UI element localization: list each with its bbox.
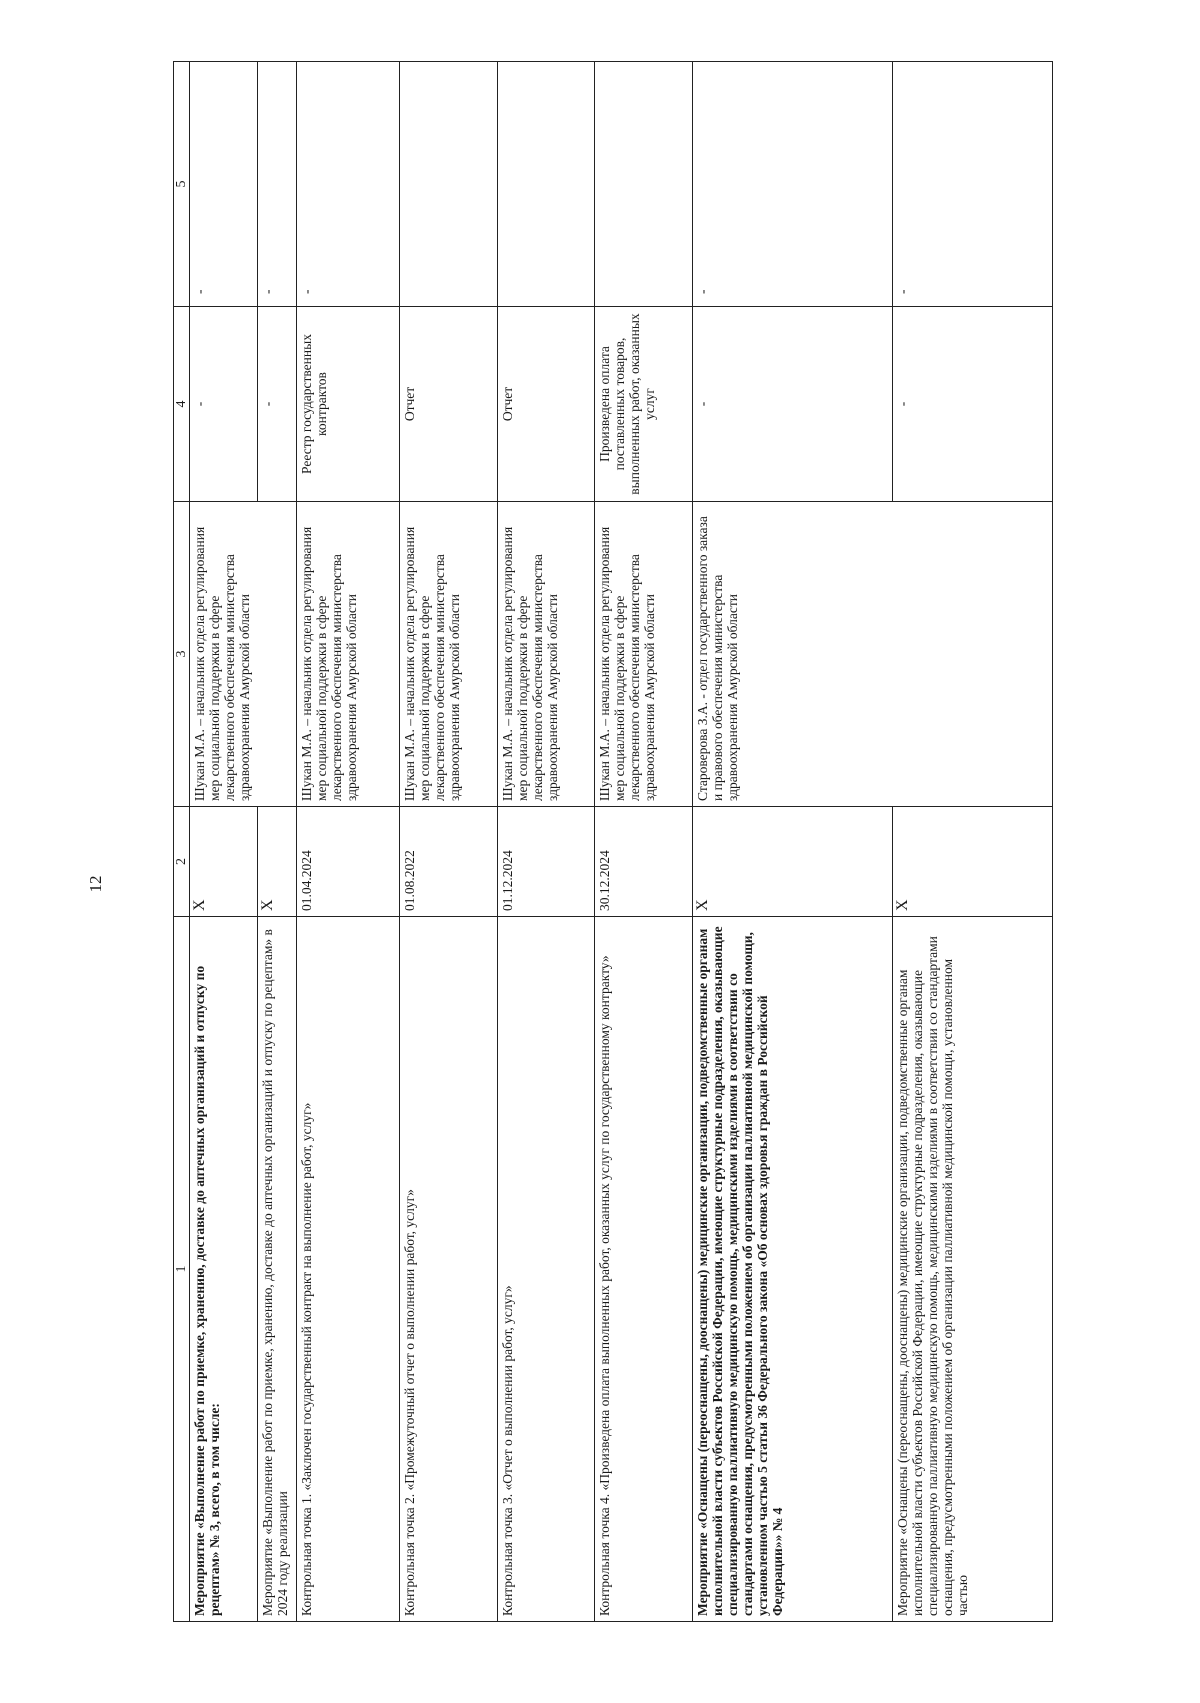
activities-table <box>173 61 1053 1622</box>
activity-name: Мероприятие «Оснащены (переоснащены, дооснащены) медицинские организации, подведомственные органам исполнительной власти субъектов Российской Федерации, имеющие структурные подразделения, оказывающие специализированную паллиативную медицинскую помощь, медицинскими изделиями в соответствии со стандартами оснащения, предусмотренными положением об организации паллиативной медицинской помощи, установленном частью <box>893 917 1053 1622</box>
header-col-4: 4 <box>174 307 190 502</box>
activity-name: Контрольная точка 2. «Промежуточный отчет о выполнении работ, услуг» <box>399 917 497 1622</box>
deadline: 30.12.2024 <box>595 807 693 917</box>
deadline: 01.12.2024 <box>497 807 595 917</box>
info-system <box>399 62 497 307</box>
responsible: Шукан М.А. – начальник отдела регулирования мер социальной поддержки в сфере лекарственного обеспечения министерства здравоохранения Амурской области <box>296 502 399 807</box>
info-system <box>595 62 693 307</box>
activity-name: Контрольная точка 3. «Отчет о выполнении работ, услуг» <box>497 917 595 1622</box>
activity-name: Контрольная точка 1. «Заключен государственный контракт на выполнение работ, услуг» <box>296 917 399 1622</box>
result-document: - <box>692 307 893 502</box>
responsible: Шукан М.А. – начальник отдела регулирования мер социальной поддержки в сфере лекарственного обеспечения министерства здравоохранения Амурской области <box>497 502 595 807</box>
result-document: - <box>257 307 296 502</box>
responsible: Шукан М.А. – начальник отдела регулирования мер социальной поддержки в сфере лекарственного обеспечения министерства здравоохранения Амурской области <box>399 502 497 807</box>
result-document: - <box>190 307 258 502</box>
responsible: Шукан М.А. – начальник отдела регулирования мер социальной поддержки в сфере лекарственного обеспечения министерства здравоохранения Амурской области <box>190 502 297 807</box>
result-document: - <box>893 307 1053 502</box>
table-row <box>595 62 693 1622</box>
header-col-5: 5 <box>174 62 190 307</box>
info-system: - <box>893 62 1053 307</box>
deadline: Х <box>190 807 258 917</box>
info-system: - <box>692 62 893 307</box>
table-row <box>399 62 497 1622</box>
result-document: Отчет <box>399 307 497 502</box>
deadline: Х <box>893 807 1053 917</box>
info-system: - <box>296 62 399 307</box>
deadline: Х <box>257 807 296 917</box>
activity-name: Мероприятие «Выполнение работ по приемке, хранению, доставке до аптечных организаций и отпуску по рецептам» в 2024 году реализации <box>257 917 296 1622</box>
table-row <box>692 62 893 1622</box>
responsible: Шукан М.А. – начальник отдела регулирования мер социальной поддержки в сфере лекарственного обеспечения министерства здравоохранения Амурской области <box>595 502 693 807</box>
table-row <box>893 62 1053 1622</box>
deadline: Х <box>692 807 893 917</box>
header-col-2: 2 <box>174 807 190 917</box>
activity-name: Контрольная точка 4. «Произведена оплата выполненных работ, оказанных услуг по государственному контракту» <box>595 917 693 1622</box>
info-system: - <box>190 62 258 307</box>
info-system: - <box>257 62 296 307</box>
result-document: Реестр государственных контрактов <box>296 307 399 502</box>
table-header-row <box>174 62 190 1622</box>
table-row <box>497 62 595 1622</box>
result-document: Отчет <box>497 307 595 502</box>
table-row <box>296 62 399 1622</box>
info-system <box>497 62 595 307</box>
activity-name: Мероприятие «Выполнение работ по приемке, хранению, доставке до аптечных организаций и отпуску по рецептам» № 3, всего, в том числе: <box>190 917 258 1622</box>
table-row <box>257 62 296 1622</box>
header-col-3: 3 <box>174 502 190 807</box>
table-row <box>190 62 258 1622</box>
header-col-1: 1 <box>174 917 190 1622</box>
activity-name: Мероприятие «Оснащены (переоснащены, дооснащены) медицинские организации, подведомственные органам исполнительной власти субъектов Российской Федерации, имеющие структурные подразделения, оказывающие специализированную паллиативную медицинскую помощь, медицинскими изделиями в соответствии со стандартами оснащения, предусмотренными положением об организации паллиативной медицинской помощи, установленном частью 5 статьи 36 Федерального закона «Об основах здоровья граждан в Российской Федерации»» № 4 <box>692 917 893 1622</box>
page-number: 12 <box>86 875 105 893</box>
deadline: 01.08.2022 <box>399 807 497 917</box>
responsible: Староверова З.А. - отдел государственного заказа и правового обеспечения министерства здравоохранения Амурской области <box>692 502 1052 807</box>
deadline: 01.04.2024 <box>296 807 399 917</box>
result-document: Произведена оплата поставленных товаров, выполненных работ, оказанных услуг <box>595 307 693 502</box>
rotated-table-wrapper <box>173 62 1053 1622</box>
